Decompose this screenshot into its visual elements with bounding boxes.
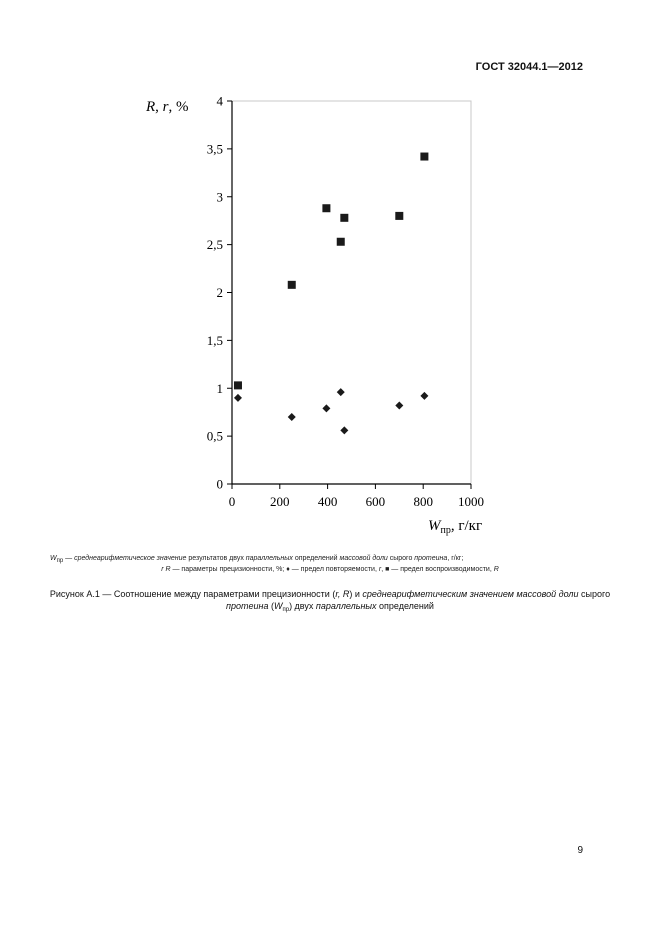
caption-f: протеина [226,601,269,611]
y-label-r: r [162,99,169,115]
legend-2c: — предел повторяемости, [289,566,379,573]
x-tick-label: 800 [413,494,433,509]
point-square-R [234,381,242,389]
point-diamond-r [234,394,242,402]
caption-e: сырого [578,589,611,599]
point-square-R [420,153,428,161]
legend-1a: — [63,555,75,562]
point-square-R [322,204,330,212]
square-marker-icon: ■ [385,566,390,573]
legend-1c: результатов двух [186,555,246,562]
legend-1d: параллельных [245,555,293,562]
legend-2f: — предел воспроизводимости, [389,566,494,573]
y-tick-label: 2 [216,285,223,300]
x-label-unit: , г/кг [450,518,483,534]
y-tick-label: 2,5 [206,237,223,253]
caption-j: ) двух [289,601,316,611]
data-points [234,153,428,435]
y-ticks [207,94,232,492]
caption-i: пр [282,607,290,613]
legend-1e: определений [292,555,340,562]
caption-k: параллельных [315,601,377,611]
caption-g: ( [268,601,274,611]
point-square-R [395,212,403,220]
standard-header: ГОСТ 32044.1—2012 [475,61,583,73]
y-label-unit: , % [168,99,189,115]
caption-a: Рисунок А.1 — Соотношение между параметрами прецизионности ( [49,589,336,599]
x-ticks [229,484,484,509]
legend-line-2 [50,564,610,575]
y-tick-label: 1,5 [206,332,223,348]
point-square-R [288,281,296,289]
legend-2d: r [378,566,382,573]
legend-1i: , г/кг; [447,555,464,562]
legend-2e: , [381,566,386,573]
x-tick-label: 600 [365,494,386,509]
x-label-W: W [428,518,441,534]
x-label-sub: пр [440,525,451,536]
diamond-marker-icon: ♦ [286,566,290,573]
point-diamond-r [395,401,403,409]
point-diamond-r [340,426,348,434]
x-axis-label [428,518,482,536]
legend-w: W [50,555,57,562]
page-number: 9 [577,845,583,856]
legend-2b: — параметры прецизионности, %; [170,566,287,573]
point-square-R [337,238,345,246]
y-label-R: R [146,99,156,115]
y-label-sep1: , [155,99,163,115]
y-tick-label: 1 [216,380,223,396]
caption-l: определений [376,601,434,611]
legend-1h: протеина [414,555,448,562]
legend-1f: массовой доли [339,555,388,562]
point-square-R [340,214,348,222]
legend-w-sub: пр [56,558,64,564]
x-tick-label: 0 [228,494,236,509]
legend-2g: R [493,566,499,573]
y-tick-label: 0 [216,476,223,492]
y-axis-label [145,99,189,115]
caption-b: r, R [335,589,350,599]
point-diamond-r [337,388,345,396]
x-tick-label: 400 [317,494,338,509]
legend-2a: r R [161,566,171,573]
point-diamond-r [322,404,330,412]
caption-d: среднеарифметическим значением массовой доли [362,589,579,599]
y-tick-label: 4 [216,93,223,109]
y-tick-label: 3 [216,189,223,205]
point-diamond-r [420,392,428,400]
legend-1g: сырого [387,555,415,562]
legend-1b: среднеарифметическое значение [74,555,187,562]
x-tick-label: 1000 [458,494,484,509]
plot-frame [232,101,471,484]
caption-h: W [273,601,283,611]
caption-c: ) и [349,589,363,599]
x-tick-label: 200 [270,494,290,509]
figure-caption [40,588,620,616]
y-tick-label: 0,5 [206,428,223,444]
y-tick-label: 3,5 [206,141,223,157]
point-diamond-r [288,413,296,421]
